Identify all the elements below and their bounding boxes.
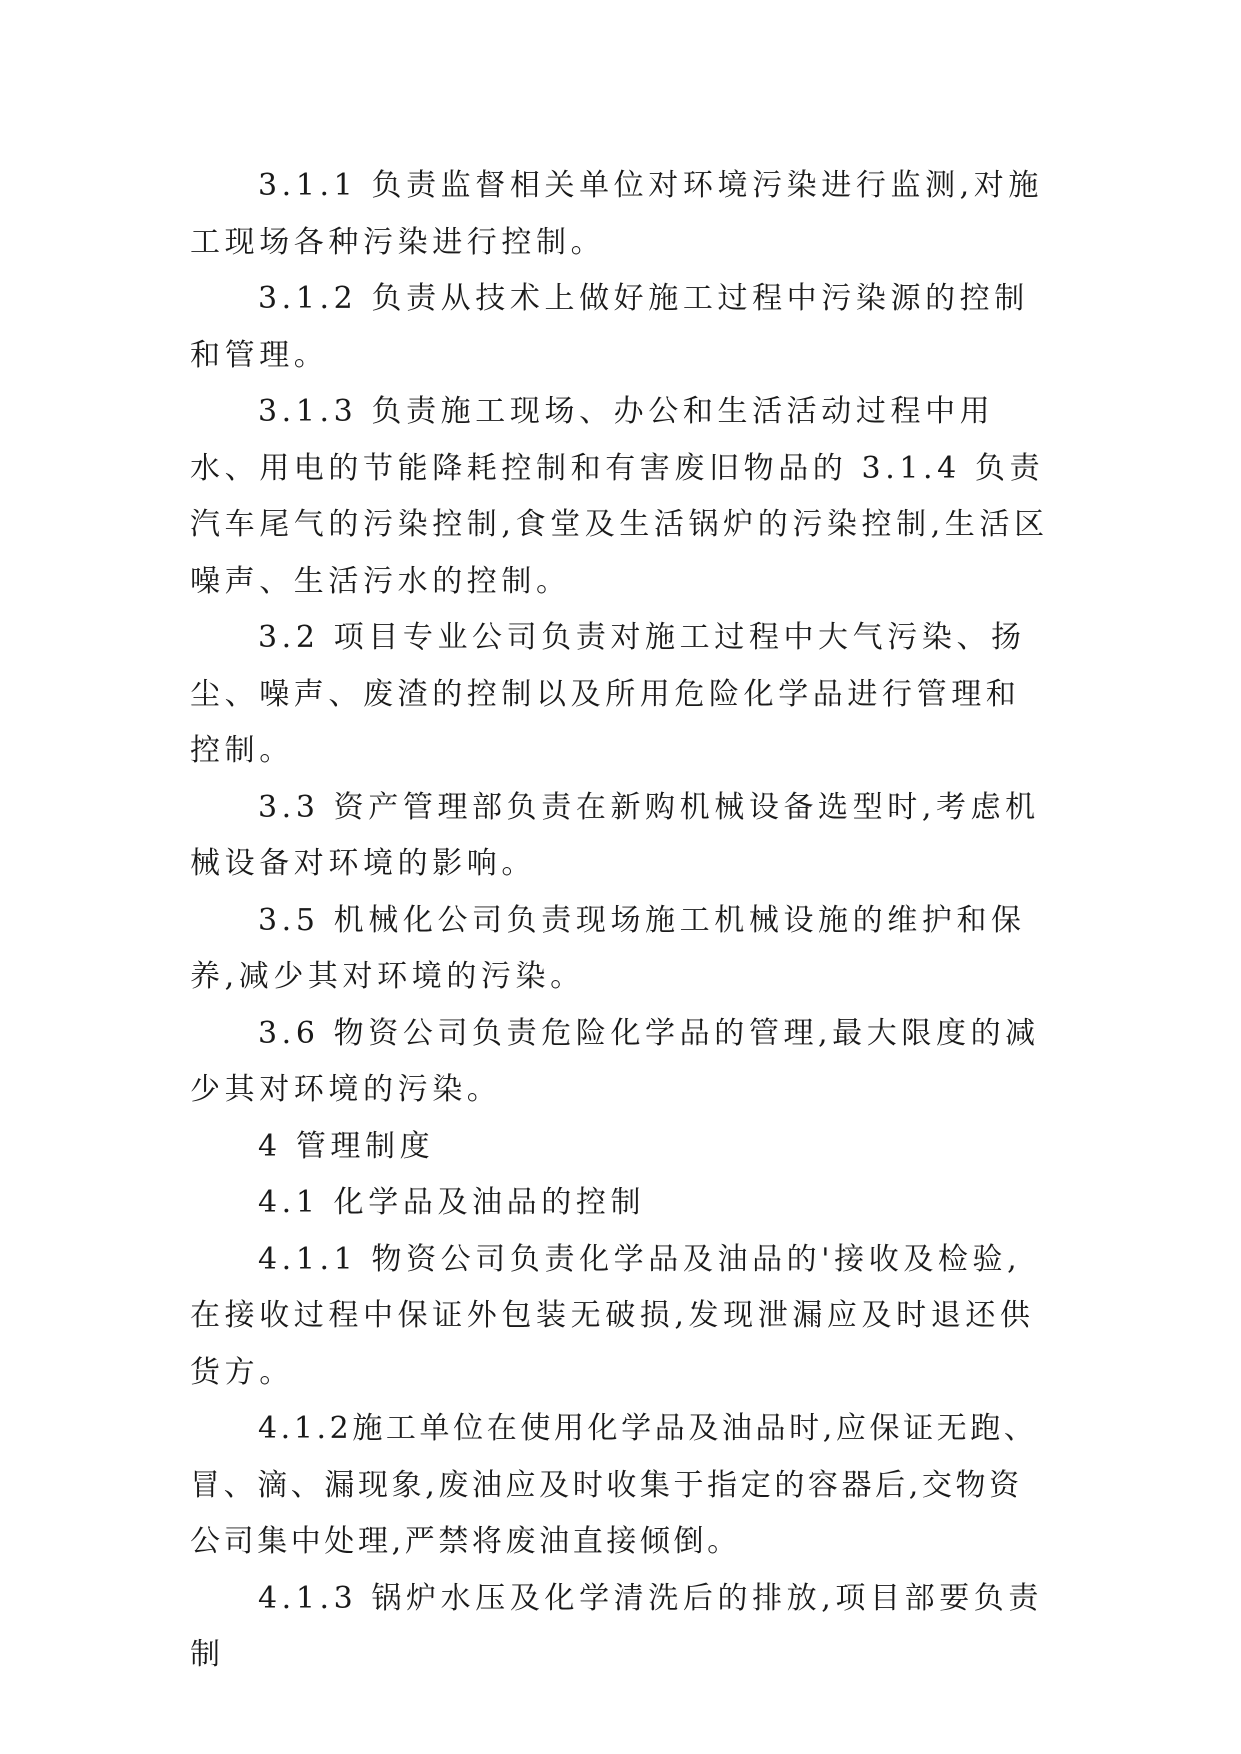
paragraph-3-1-2: 3.1.2 负责从技术上做好施工过程中污染源的控制和管理。 bbox=[190, 281, 1029, 373]
paragraph-4-1-2: 4.1.2施工单位在使用化学品及油品时,应保证无跑、冒、滴、漏现象,废油应及时收集于指定的容器后,交物资公司集中处理,严禁将废油直接倾倒。 bbox=[190, 1411, 1038, 1559]
paragraph-4-1-3: 4.1.3 锅炉水压及化学清洗后的排放,项目部要负责制 bbox=[190, 1580, 1044, 1672]
paragraph-3-3: 3.3 资产管理部负责在新购机械设备选型时,考虑机械设备对环境的影响。 bbox=[190, 789, 1040, 881]
paragraph-3-5: 3.5 机械化公司负责现场施工机械设施的维护和保养,减少其对环境的污染。 bbox=[190, 902, 1026, 994]
paragraph-3-6: 3.6 物资公司负责危险化学品的管理,最大限度的减少其对环境的污染。 bbox=[190, 1015, 1040, 1107]
section-heading-4-1: 4.1 化学品及油品的控制 bbox=[258, 1185, 646, 1220]
document-body bbox=[190, 158, 1054, 1684]
paragraph-3-2: 3.2 项目专业公司负责对施工过程中大气污染、扬尘、噪声、废渣的控制以及所用危险化学品进行管理和控制。 bbox=[190, 620, 1026, 768]
paragraph-3-1-1: 3.1.1 负责监督相关单位对环境污染进行监测,对施工现场各种污染进行控制。 bbox=[190, 168, 1044, 260]
paragraph-3-1-3: 3.1.3 负责施工现场、办公和生活活动过程中用水、用电的节能降耗控制和有害废旧物品的 3.1.4 负责汽车尾气的污染控制,食堂及生活锅炉的污染控制,生活区噪声、生活污水的控制。 bbox=[190, 394, 1049, 599]
section-heading-4: 4 管理制度 bbox=[258, 1128, 435, 1164]
paragraph-4-1-1: 4.1.1 物资公司负责化学品及油品的'接收及检验,在接收过程中保证外包装无破损,发现泄漏应及时退还供货方。 bbox=[190, 1241, 1035, 1390]
